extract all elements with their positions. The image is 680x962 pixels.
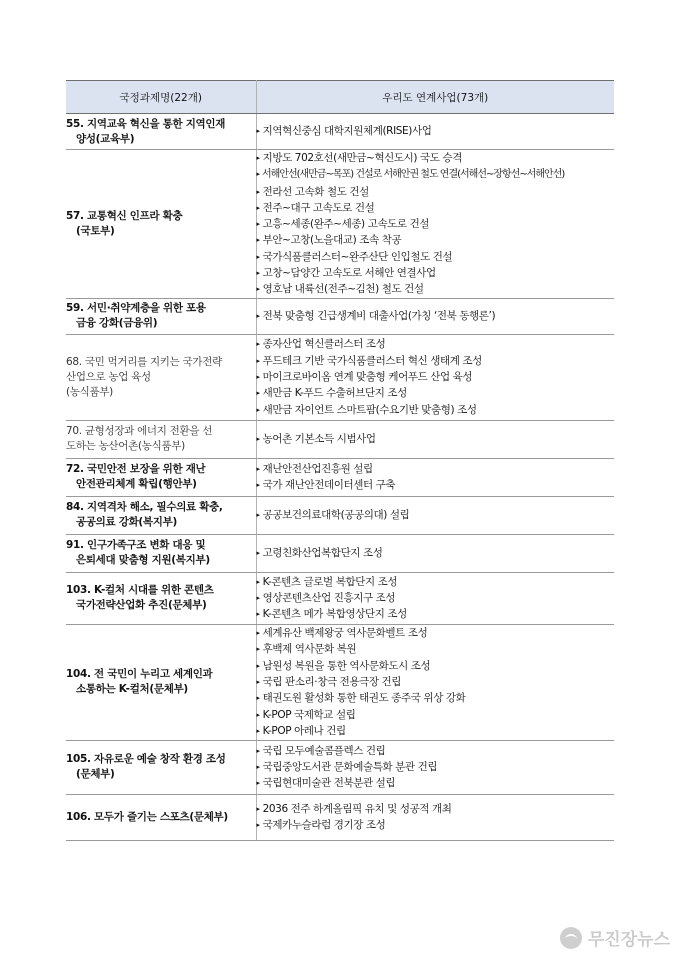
- bullet-icon: ▸: [256, 405, 260, 414]
- project-label: 마이크로바이옴 연계 맞춤형 케어푸드 산업 육성: [262, 371, 473, 384]
- project-label: 영상콘텐츠산업 진흥지구 조성: [262, 592, 396, 605]
- national-task-cell: [66, 624, 256, 740]
- header-linked-projects: 우리도 연계사업(73개): [256, 81, 614, 114]
- project-list-item: [257, 590, 615, 606]
- national-task-cell: [66, 114, 256, 150]
- project-list-item: [257, 801, 615, 817]
- project-label: 전주~대구 고속도로 건설: [262, 201, 375, 214]
- project-list-item: [257, 625, 615, 641]
- linked-projects-cell: [256, 534, 614, 572]
- project-label: 국가 재난안전데이터센터 구축: [262, 479, 396, 492]
- project-label: 지방도 702호선(새만금~혁신도시) 국도 승격: [262, 152, 462, 164]
- project-label: 영호남 내륙선(전주~김천) 철도 건설: [262, 283, 424, 296]
- project-list-item: [257, 545, 615, 561]
- linked-projects-cell: [256, 624, 614, 740]
- linked-projects-cell: [256, 150, 614, 299]
- bullet-icon: ▸: [256, 594, 260, 603]
- project-list-item: [257, 658, 615, 674]
- bullet-icon: ▸: [256, 464, 260, 473]
- project-label: 전라선 고속화 철도 건설: [262, 185, 369, 198]
- bullet-icon: ▸: [256, 694, 260, 703]
- project-label: 태권도원 활성화 통한 태권도 종주국 위상 강화: [262, 692, 466, 705]
- project-label: 고령친화산업복합단지 조성: [262, 547, 383, 560]
- project-list-item: [257, 200, 615, 216]
- project-list-item: [257, 723, 615, 739]
- national-task-line: 양성(교육부): [76, 132, 135, 145]
- watermark: [560, 925, 670, 950]
- watermark-text: 무진장뉴스: [587, 930, 670, 949]
- project-list-item: [257, 431, 615, 447]
- national-task-line: (문체부): [76, 768, 115, 781]
- national-task-line: 105. 자유로운 예술 창작 환경 조성: [66, 753, 226, 766]
- national-task-line: 104. 전 국민이 누리고 세계인과: [66, 668, 213, 681]
- project-list-item: [257, 281, 615, 297]
- national-task-line: 소통하는 K-컬처(문체부): [76, 683, 188, 696]
- national-task-line: 103. K-컬처 시대를 위한 콘텐츠: [66, 584, 214, 597]
- national-task-cell: [66, 420, 256, 458]
- linked-projects-cell: [256, 420, 614, 458]
- bullet-icon: ▸: [256, 710, 260, 719]
- project-label: 국립 판소리·창극 전용극장 건립: [262, 676, 402, 689]
- project-label: 서해안선(새만금~목포) 건설로 서해안권 철도 연결(서해선~장항선~서해안선): [262, 169, 565, 181]
- table-row: [66, 534, 614, 572]
- bullet-icon: ▸: [256, 645, 260, 654]
- project-list-item: [257, 353, 615, 369]
- project-list-item: [257, 184, 615, 200]
- project-list-item: [257, 336, 615, 352]
- project-label: 국립 모두예술콤플렉스 건립: [262, 744, 386, 757]
- project-list-item: [257, 477, 615, 493]
- national-task-cell: [66, 572, 256, 624]
- national-task-cell: [66, 334, 256, 420]
- project-label: 종자산업 혁신클러스터 조성: [262, 338, 386, 351]
- bullet-icon: ▸: [256, 435, 260, 444]
- bullet-icon: ▸: [256, 511, 260, 520]
- project-list-item: [257, 759, 615, 775]
- national-task-line: 공공의료 강화(복지부): [76, 516, 177, 529]
- national-task-line: 72. 국민안전 보장을 위한 재난: [66, 463, 206, 476]
- national-task-line: 55. 지역교육 혁신을 통한 지역인재: [66, 117, 226, 130]
- project-label: 지역혁신중심 대학지원체계(RISE)사업: [262, 125, 432, 138]
- bullet-icon: ▸: [256, 312, 260, 321]
- project-list-item: [257, 690, 615, 706]
- national-task-cell: [66, 740, 256, 794]
- national-task-line: 금융 강화(금융위): [76, 317, 158, 330]
- project-list-item: [257, 308, 615, 324]
- linked-projects-cell: [256, 794, 614, 840]
- bullet-icon: ▸: [256, 269, 260, 278]
- project-label: K-콘텐츠 메가 복합영상단지 조성: [262, 608, 407, 621]
- project-label: 푸드테크 기반 국가식품클러스터 혁신 생태계 조성: [262, 354, 482, 367]
- project-label: K-POP 국제학교 설립: [262, 708, 356, 721]
- project-label: 국립중앙도서관 문화예술특화 분관 건립: [262, 761, 438, 774]
- bullet-icon: ▸: [256, 549, 260, 558]
- bullet-icon: ▸: [256, 629, 260, 638]
- table-row: [66, 458, 614, 496]
- project-label: 새만금 K-푸드 수출허브단지 조성: [262, 387, 407, 400]
- table-header-row: [66, 81, 614, 114]
- project-label: 세계유산 백제왕궁 역사문화벨트 조성: [262, 627, 428, 640]
- linked-projects-cell: [256, 458, 614, 496]
- project-list-item: [257, 606, 615, 622]
- bullet-icon: ▸: [256, 726, 260, 735]
- project-list-item: [257, 743, 615, 759]
- linked-projects-table: [66, 80, 614, 841]
- national-task-cell: [66, 150, 256, 299]
- project-list-item: [257, 641, 615, 657]
- bullet-icon: ▸: [256, 154, 260, 162]
- project-list-item: [257, 123, 615, 139]
- project-list-item: [257, 166, 615, 183]
- bullet-icon: ▸: [256, 373, 260, 382]
- national-task-line: 84. 지역격차 해소, 필수의료 확충,: [66, 501, 223, 514]
- table-row: [66, 794, 614, 840]
- project-label: K-POP 아레나 건립: [262, 724, 346, 737]
- project-label: 고흥~세종(완주~세종) 고속도로 건설: [262, 218, 430, 231]
- project-label: 공공보건의료대학(공공의대) 설립: [262, 509, 410, 522]
- project-list-item: [257, 574, 615, 590]
- bullet-icon: ▸: [256, 356, 260, 365]
- bullet-icon: ▸: [256, 127, 260, 136]
- linked-projects-cell: [256, 334, 614, 420]
- bullet-icon: ▸: [256, 678, 260, 687]
- project-label: 재난안전산업진흥원 설립: [262, 462, 373, 475]
- bullet-icon: ▸: [256, 746, 260, 755]
- bullet-icon: ▸: [256, 821, 260, 830]
- linked-projects-cell: [256, 740, 614, 794]
- header-national-tasks: 국정과제명(22개): [66, 81, 256, 114]
- bullet-icon: ▸: [256, 610, 260, 619]
- bullet-icon: ▸: [256, 285, 260, 294]
- project-label: 새만금 자이언트 스마트팜(수요기반 맞춤형) 조성: [262, 403, 477, 416]
- linked-projects-cell: [256, 496, 614, 534]
- bullet-icon: ▸: [256, 252, 260, 261]
- project-label: 2036 전주 하계올림픽 유치 및 성공적 개최: [262, 802, 452, 815]
- bullet-icon: ▸: [256, 389, 260, 398]
- bullet-icon: ▸: [256, 220, 260, 229]
- project-list-item: [257, 216, 615, 232]
- project-label: 후백제 역사문화 복원: [262, 643, 357, 656]
- national-task-line: 59. 서민·취약계층을 위한 포용: [66, 302, 206, 315]
- national-task-line: 은퇴세대 맞춤형 지원(복지부): [76, 554, 210, 567]
- linked-projects-cell: [256, 114, 614, 150]
- bullet-icon: ▸: [256, 203, 260, 212]
- bullet-icon: ▸: [256, 170, 260, 179]
- national-task-line: 68. 국민 먹거리를 지키는 국가전략: [66, 355, 222, 368]
- project-list-item: [257, 402, 615, 418]
- national-task-line: 산업으로 농업 육성: [66, 370, 151, 383]
- national-task-line: 91. 인구가족구조 변화 대응 및: [66, 539, 206, 552]
- national-task-line: 70. 균형성장과 에너지 전환을 선: [66, 425, 213, 438]
- national-task-cell: [66, 458, 256, 496]
- project-list-item: [257, 265, 615, 281]
- bullet-icon: ▸: [256, 577, 260, 586]
- linked-projects-cell: [256, 572, 614, 624]
- table-row: [66, 298, 614, 334]
- bullet-icon: ▸: [256, 340, 260, 349]
- project-label: 전북 맞춤형 긴급생계비 대출사업(가칭 ‘전북 동행론’): [262, 310, 496, 323]
- linked-projects-cell: [256, 298, 614, 334]
- table-row: [66, 114, 614, 150]
- national-task-line: (국토부): [76, 224, 115, 237]
- national-task-cell: [66, 298, 256, 334]
- bullet-icon: ▸: [256, 763, 260, 772]
- project-list-item: [257, 249, 615, 265]
- national-task-cell: [66, 534, 256, 572]
- national-task-line: 안전관리체계 확립(행안부): [76, 478, 197, 491]
- national-task-line: 106. 모두가 즐기는 스포츠(문체부): [66, 810, 228, 823]
- project-list-item: [257, 507, 615, 523]
- project-label: 농어촌 기본소득 시범사업: [262, 433, 376, 446]
- project-list-item: [257, 369, 615, 385]
- project-label: 국립현대미술관 전북분관 설립: [262, 777, 396, 790]
- project-label: 국가식품클러스터~완주산단 인입철도 건설: [262, 250, 453, 263]
- national-task-cell: [66, 794, 256, 840]
- project-list-item: [257, 707, 615, 723]
- project-label: 부안~고창(노을대교) 조속 착공: [262, 234, 402, 247]
- table-body: [66, 114, 614, 841]
- national-task-cell: [66, 496, 256, 534]
- bullet-icon: ▸: [256, 804, 260, 813]
- table-row: [66, 740, 614, 794]
- table-row: [66, 334, 614, 420]
- bullet-icon: ▸: [256, 481, 260, 490]
- project-list-item: [257, 232, 615, 248]
- mountain-logo-icon: [560, 927, 582, 949]
- bullet-icon: ▸: [256, 187, 260, 196]
- project-label: 고창~담양간 고속도로 서해안 연결사업: [262, 267, 436, 280]
- table-row: [66, 496, 614, 534]
- project-list-item: [257, 461, 615, 477]
- national-task-line: (농식품부): [66, 385, 113, 398]
- bullet-icon: ▸: [256, 661, 260, 670]
- project-list-item: [257, 775, 615, 791]
- national-task-line: 57. 교통혁신 인프라 확충: [66, 209, 183, 222]
- project-label: K-콘텐츠 글로벌 복합단지 조성: [262, 575, 398, 588]
- project-list-item: [257, 817, 615, 833]
- table-row: [66, 150, 614, 299]
- national-task-line: 국가전략산업화 추진(문체부): [76, 599, 207, 612]
- national-task-line: 도하는 농산어촌(농식품부): [66, 440, 185, 453]
- table-row: [66, 420, 614, 458]
- project-list-item: [257, 385, 615, 401]
- bullet-icon: ▸: [256, 236, 260, 245]
- project-label: 남원성 복원을 통한 역사문화도시 조성: [262, 659, 431, 672]
- project-list-item: [257, 150, 615, 166]
- project-label: 국제카누슬라럼 경기장 조성: [262, 819, 386, 832]
- table-row: [66, 624, 614, 740]
- table-row: [66, 572, 614, 624]
- bullet-icon: ▸: [256, 779, 260, 788]
- project-list-item: [257, 674, 615, 690]
